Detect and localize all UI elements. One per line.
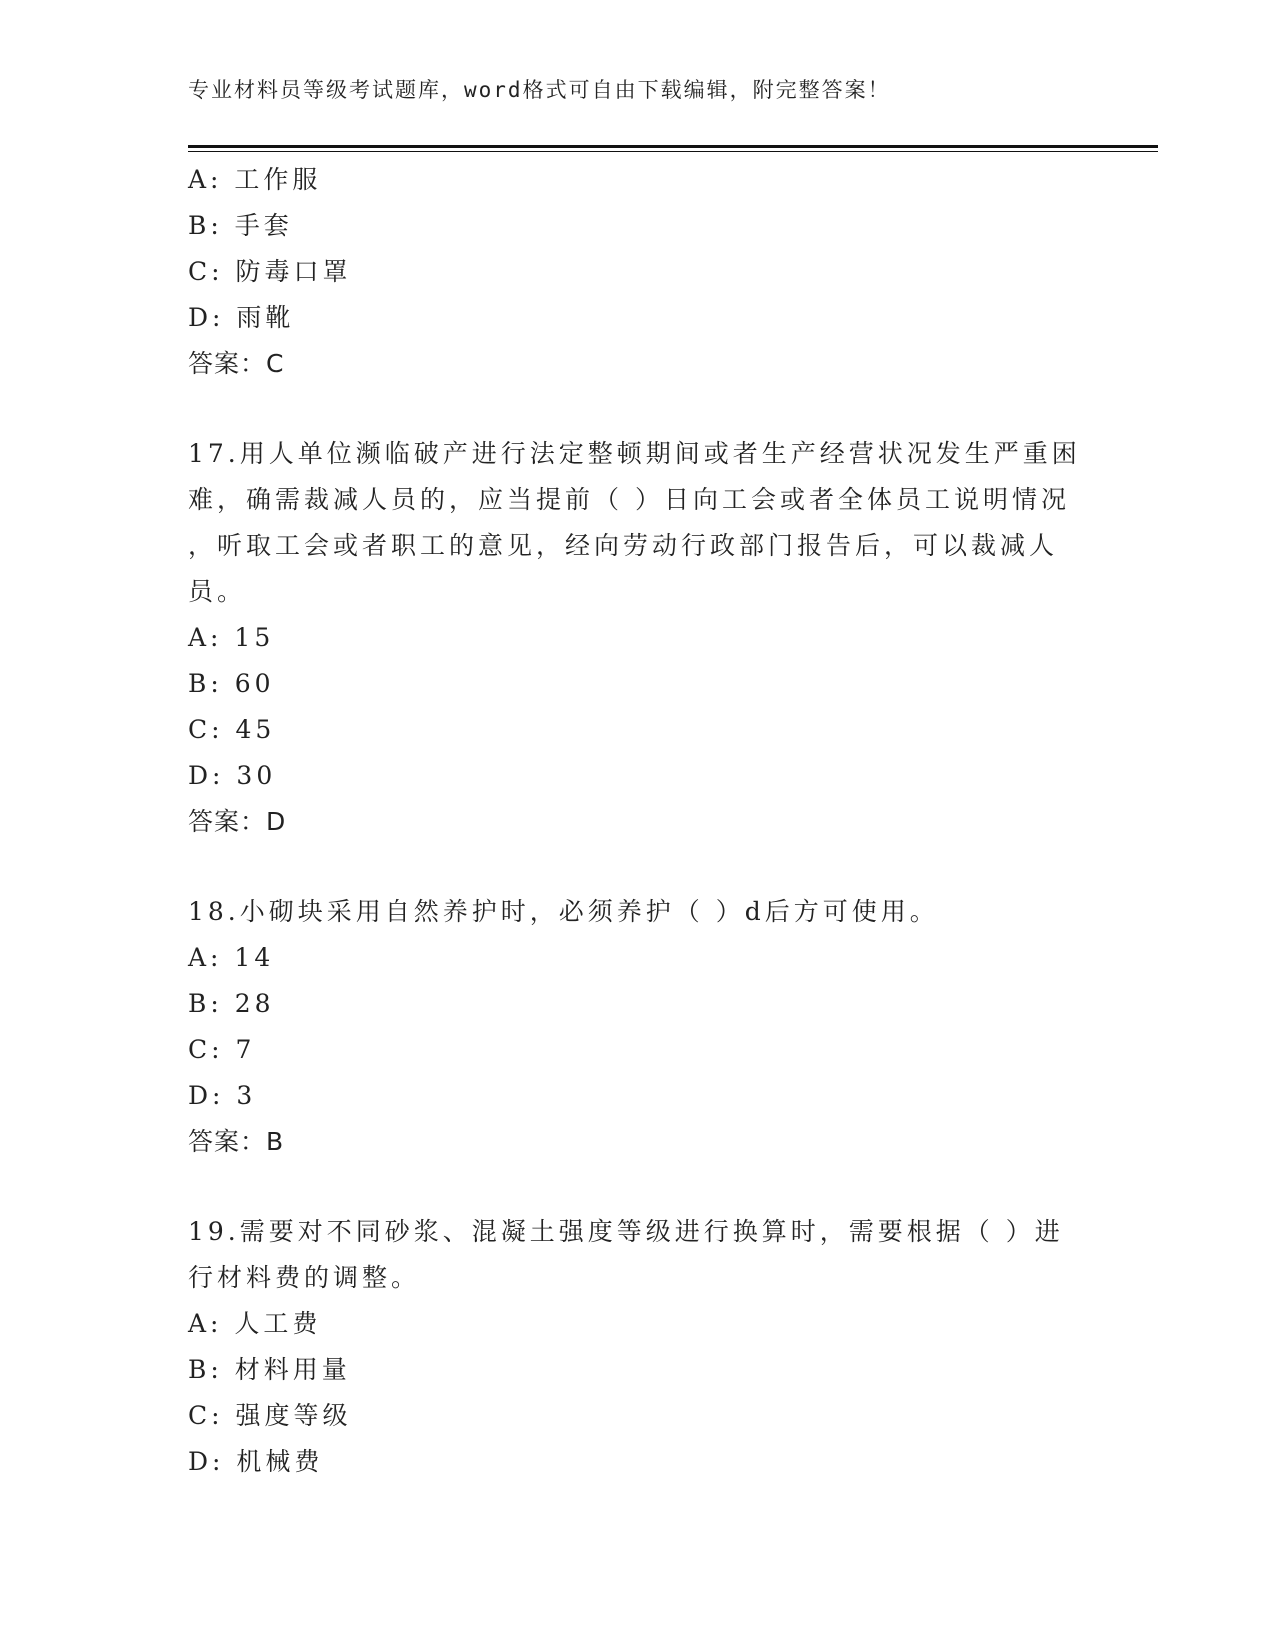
answer-line: 答案：D (188, 807, 287, 836)
option-d: D: 30 (188, 761, 277, 790)
option-c: C: 45 (188, 715, 276, 744)
option-a: A: 14 (188, 943, 275, 972)
option-d: D: 3 (188, 1081, 257, 1110)
option-b: B: 60 (188, 669, 275, 698)
option-c: C: 防毒口罩 (188, 257, 352, 286)
option-a: A: 15 (188, 623, 275, 652)
page-header: 专业材料员等级考试题库，word格式可自由下载编辑，附完整答案！ (188, 78, 891, 102)
header-rule-thick (188, 145, 1158, 148)
question-text-line: 17.用人单位濒临破产进行法定整顿期间或者生产经营状况发生严重困 (188, 439, 1081, 468)
option-c: C: 强度等级 (188, 1401, 352, 1430)
question-text-line: 18.小砌块采用自然养护时，必须养护（ ）d后方可使用。 (188, 897, 939, 926)
question-text-line: 员。 (188, 577, 247, 606)
option-a: A: 工作服 (188, 165, 322, 194)
option-c: C: 7 (188, 1035, 256, 1064)
header-rule-thin (188, 151, 1158, 152)
question-text-line: ，听取工会或者职工的意见，经向劳动行政部门报告后，可以裁减人 (188, 531, 1059, 560)
option-b: B: 28 (188, 989, 275, 1018)
question-18 (188, 889, 1088, 1165)
option-d: D: 雨靴 (188, 303, 295, 332)
question-17 (188, 431, 1088, 845)
question-text-line: 行材料费的调整。 (188, 1263, 421, 1292)
option-a: A: 人工费 (188, 1309, 322, 1338)
answer-line: 答案：B (188, 1127, 285, 1156)
document-body (188, 157, 1088, 1485)
question-text-line: 19.需要对不同砂浆、混凝土强度等级进行换算时，需要根据（ ）进 (188, 1217, 1064, 1246)
option-b: B: 材料用量 (188, 1355, 351, 1384)
answer-line: 答案：C (188, 349, 285, 378)
question-16-continued (188, 157, 1088, 387)
question-19 (188, 1209, 1088, 1485)
question-text-line: 难，确需裁减人员的，应当提前（ ）日向工会或者全体员工说明情况 (188, 485, 1070, 514)
option-b: B: 手套 (188, 211, 293, 240)
option-d: D: 机械费 (188, 1447, 324, 1476)
